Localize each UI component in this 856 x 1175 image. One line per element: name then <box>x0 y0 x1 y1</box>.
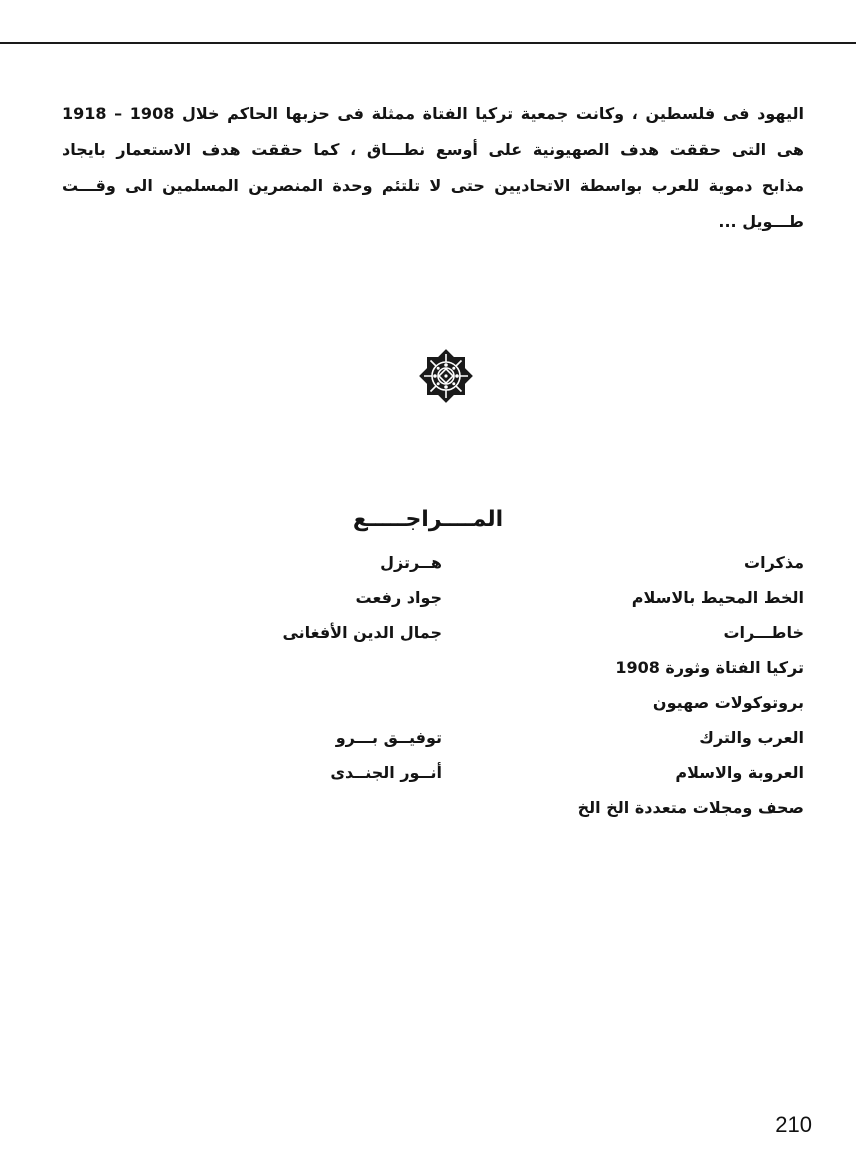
top-rule-divider <box>0 42 856 44</box>
paragraph-line: مذابح دموية للعرب بواسطة الاتحاديين حتى لا تلتئم وحدة المنصرين المسلمين الى وقـــت <box>62 176 804 195</box>
reference-author: هــرتزل <box>380 553 442 572</box>
reference-title: تركيا الفتاة وثورة 1908 <box>615 658 804 677</box>
paragraph-line: اليهود فى فلسطين ، وكانت جمعية تركيا الفتاة ممثلة فى حزبها الحاكم خلال 1908 – 1918 <box>62 104 804 123</box>
reference-row <box>0 650 856 685</box>
page-number: 210 <box>775 1112 812 1137</box>
reference-author: جمال الدين الأفغانى <box>282 623 442 642</box>
reference-row <box>0 615 856 650</box>
paragraph-line: طـــويل ... <box>718 212 804 231</box>
paragraph-line: هى التى حققت هدف الصهيونية على أوسع نطـــاق ، كما حققت هدف الاستعمار بايجاد <box>62 140 804 159</box>
reference-row <box>0 545 856 580</box>
reference-title: مذكرات <box>744 553 804 572</box>
reference-row <box>0 790 856 825</box>
reference-title: صحف ومجلات متعددة الخ الخ <box>577 798 804 817</box>
reference-title: خاطـــرات <box>723 623 804 642</box>
reference-author: جواد رفعت <box>355 588 442 607</box>
reference-title: العرب والترك <box>699 728 804 747</box>
star-rosette-ornament-icon <box>415 345 477 407</box>
references-heading: المــــراجـــــع <box>352 507 504 532</box>
references-list <box>0 545 856 825</box>
reference-title: الخط المحيط بالاسلام <box>631 588 804 607</box>
reference-title: العروبة والاسلام <box>675 763 804 782</box>
reference-row <box>0 580 856 615</box>
reference-title: بروتوكولات صهيون <box>652 693 804 712</box>
reference-author: توفيــق بـــرو <box>335 728 442 747</box>
reference-row <box>0 685 856 720</box>
ornament-graphic <box>415 345 477 407</box>
reference-author: أنــور الجنــدى <box>330 763 442 782</box>
body-paragraph <box>62 96 804 240</box>
reference-row <box>0 755 856 790</box>
reference-row <box>0 720 856 755</box>
